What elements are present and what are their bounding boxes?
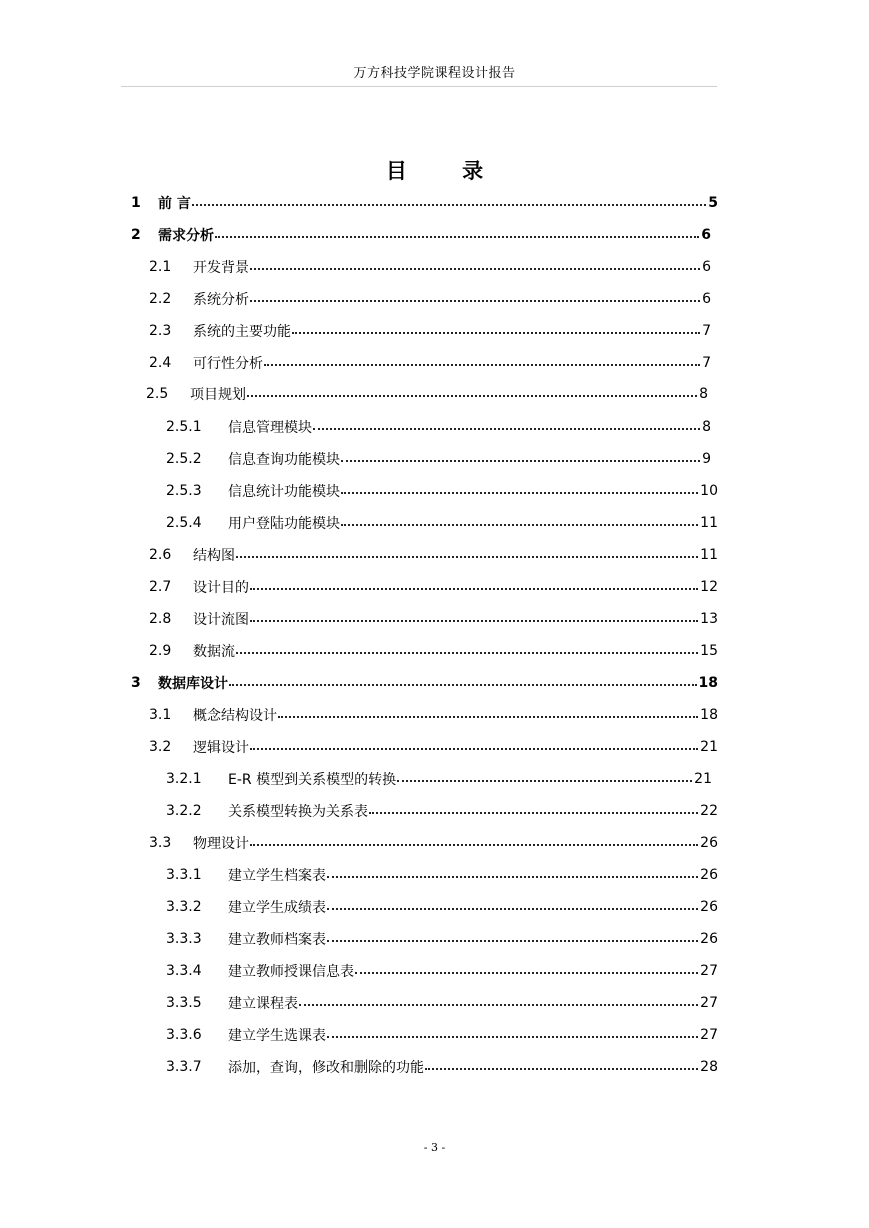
toc-leader-dots: [250, 844, 698, 846]
toc-entry-number: 2.5.3: [166, 483, 202, 499]
toc-entry-title: 关系模型转换为关系表: [228, 804, 368, 820]
toc-entry[interactable]: [131, 191, 718, 215]
toc-entry-title: 项目规划: [190, 387, 246, 403]
toc-entry-number: 3.1: [149, 707, 172, 723]
toc-entry-number: 2.5.4: [166, 515, 202, 531]
toc-entry[interactable]: [149, 831, 718, 855]
toc-leader-dots: [341, 524, 698, 526]
toc-leader-dots: [425, 1068, 698, 1070]
toc-entry[interactable]: [166, 863, 718, 887]
toc-entry-number: 3.3.6: [166, 1027, 202, 1043]
toc-leader-dots: [247, 395, 697, 397]
toc-entry[interactable]: [149, 639, 718, 663]
toc-entry-title: 建立教师授课信息表: [228, 964, 354, 980]
toc-entry-page: 10: [700, 483, 718, 499]
toc-entry-title: 信息管理模块: [228, 420, 312, 436]
toc-entry-title: 概念结构设计: [193, 708, 277, 724]
toc-entry[interactable]: [149, 319, 711, 343]
toc-entry[interactable]: [149, 607, 718, 631]
toc-entry[interactable]: [146, 382, 708, 406]
toc-entry-page: 11: [700, 547, 718, 563]
toc-leader-dots: [264, 364, 700, 366]
toc-entry-title: 建立学生档案表: [228, 868, 326, 884]
toc-entry-page: 22: [700, 803, 718, 819]
toc-entry-title: 用户登陆功能模块: [228, 516, 340, 532]
toc-entry[interactable]: [166, 991, 718, 1015]
toc-leader-dots: [369, 812, 698, 814]
toc-leader-dots: [397, 780, 692, 782]
toc-entry-title: 物理设计: [193, 836, 249, 852]
toc-entry[interactable]: [149, 255, 711, 279]
toc-entry[interactable]: [131, 671, 718, 695]
toc-entry-page: 18: [700, 707, 718, 723]
toc-leader-dots: [327, 1036, 698, 1038]
toc-entry-number: 2: [131, 227, 141, 243]
toc-entry-number: 3.2.2: [166, 803, 202, 819]
toc-entry-title: 建立教师档案表: [228, 932, 326, 948]
toc-title: 目 录: [385, 159, 508, 183]
toc-entry-page: 26: [700, 867, 718, 883]
toc-entry-page: 27: [700, 963, 718, 979]
toc-leader-dots: [299, 1004, 698, 1006]
toc-entry-number: 2.2: [149, 291, 172, 307]
toc-entry[interactable]: [166, 1023, 718, 1047]
toc-entry-page: 26: [700, 835, 718, 851]
toc-entry-title: 数据流: [193, 644, 235, 660]
toc-entry-title: 建立学生成绩表: [228, 900, 326, 916]
toc-entry[interactable]: [149, 287, 711, 311]
toc-entry-title: 建立课程表: [228, 996, 298, 1012]
toc-leader-dots: [250, 748, 698, 750]
toc-entry[interactable]: [166, 447, 711, 471]
toc-entry-title: 信息统计功能模块: [228, 484, 340, 500]
toc-entry[interactable]: [166, 927, 718, 951]
toc-entry-page: 26: [700, 931, 718, 947]
toc-entry-title: 系统的主要功能: [193, 324, 291, 340]
toc-entry-page: 12: [700, 579, 718, 595]
toc-entry-title: 建立学生选课表: [228, 1028, 326, 1044]
toc-entry-number: 2.8: [149, 611, 172, 627]
toc-entry[interactable]: [166, 895, 718, 919]
toc-entry-title: 结构图: [193, 548, 235, 564]
toc-entry-number: 1: [131, 195, 141, 211]
toc-leader-dots: [250, 620, 698, 622]
toc-entry-title: 添加，查询，修改和删除的功能: [228, 1060, 424, 1076]
toc-entry-title: 信息查询功能模块: [228, 452, 340, 468]
toc-leader-dots: [236, 652, 698, 654]
toc-leader-dots: [327, 940, 698, 942]
toc-entry-page: 6: [701, 227, 711, 243]
toc-entry-page: 27: [700, 1027, 718, 1043]
toc-entry[interactable]: [166, 767, 712, 791]
toc-entry-number: 2.7: [149, 579, 172, 595]
toc-leader-dots: [250, 300, 700, 302]
toc-entry[interactable]: [166, 511, 718, 535]
toc-entry-page: 26: [700, 899, 718, 915]
toc-entry-page: 11: [700, 515, 718, 531]
toc-leader-dots: [236, 556, 698, 558]
toc-entry-number: 2.5.1: [166, 419, 202, 435]
toc-entry-page: 7: [702, 323, 711, 339]
toc-entry[interactable]: [166, 959, 718, 983]
toc-entry-page: 13: [700, 611, 718, 627]
toc-entry[interactable]: [166, 1055, 718, 1079]
toc-entry[interactable]: [149, 575, 718, 599]
toc-leader-dots: [327, 876, 698, 878]
toc-entry-number: 3.3.2: [166, 899, 202, 915]
toc-leader-dots: [355, 972, 698, 974]
toc-entry[interactable]: [166, 479, 718, 503]
toc-entry-page: 28: [700, 1059, 718, 1075]
toc-entry-page: 6: [702, 291, 711, 307]
header-divider: [121, 86, 717, 87]
toc-leader-dots: [278, 716, 698, 718]
toc-entry-number: 2.6: [149, 547, 172, 563]
toc-entry-page: 27: [700, 995, 718, 1011]
toc-entry[interactable]: [149, 543, 718, 567]
toc-leader-dots: [215, 236, 699, 238]
toc-entry-title: 前 言: [158, 196, 191, 212]
toc-entry-title: 设计流图: [193, 612, 249, 628]
toc-entry-page: 5: [708, 195, 718, 211]
toc-entry[interactable]: [166, 415, 711, 439]
toc-entry-number: 2.5: [146, 386, 169, 402]
toc-entry-number: 3.2: [149, 739, 172, 755]
toc-leader-dots: [229, 684, 697, 686]
toc-leader-dots: [192, 204, 706, 206]
toc-entry-number: 3.2.1: [166, 771, 202, 787]
toc-entry-number: 3.3: [149, 835, 172, 851]
toc-entry-title: 可行性分析: [193, 356, 263, 372]
toc-entry-number: 2.4: [149, 355, 172, 371]
toc-entry-title: E-R 模型到关系模型的转换: [228, 772, 397, 788]
toc-entry-number: 3.3.4: [166, 963, 202, 979]
toc-leader-dots: [292, 332, 700, 334]
toc-entry-title: 数据库设计: [158, 676, 228, 692]
toc-entry-number: 3: [131, 675, 141, 691]
toc-entry-number: 3.3.1: [166, 867, 202, 883]
toc-entry-page: 21: [694, 771, 712, 787]
toc-entry-page: 8: [702, 419, 711, 435]
toc-leader-dots: [313, 428, 700, 430]
toc-entry-number: 2.3: [149, 323, 172, 339]
toc-entry-page: 18: [698, 675, 718, 691]
toc-entry-page: 7: [702, 355, 711, 371]
toc-entry[interactable]: [149, 351, 711, 375]
toc-entry-page: 9: [702, 451, 711, 467]
toc-entry[interactable]: [149, 703, 718, 727]
toc-entry-number: 3.3.7: [166, 1059, 202, 1075]
toc-entry[interactable]: [166, 799, 718, 823]
toc-entry-number: 3.3.3: [166, 931, 202, 947]
page-header: 万方科技学院课程设计报告: [353, 66, 516, 81]
toc-entry-page: 6: [702, 259, 711, 275]
toc-entry-number: 2.9: [149, 643, 172, 659]
toc-entry-number: 2.1: [149, 259, 172, 275]
toc-entry[interactable]: [149, 735, 718, 759]
toc-entry-page: 21: [700, 739, 718, 755]
toc-entry-title: 逻辑设计: [193, 740, 249, 756]
toc-leader-dots: [250, 268, 700, 270]
toc-entry-page: 15: [700, 643, 718, 659]
toc-entry-title: 设计目的: [193, 580, 249, 596]
toc-leader-dots: [341, 460, 700, 462]
toc-entry-title: 开发背景: [193, 260, 249, 276]
toc-leader-dots: [327, 908, 698, 910]
toc-entry-page: 8: [699, 386, 708, 402]
toc-entry[interactable]: [131, 223, 711, 247]
page-number: - 3 -: [423, 1141, 446, 1154]
toc-entry-number: 3.3.5: [166, 995, 202, 1011]
toc-leader-dots: [250, 588, 698, 590]
toc-leader-dots: [341, 492, 698, 494]
toc-entry-title: 系统分析: [193, 292, 249, 308]
toc-entry-title: 需求分析: [158, 228, 214, 244]
toc-entry-number: 2.5.2: [166, 451, 202, 467]
